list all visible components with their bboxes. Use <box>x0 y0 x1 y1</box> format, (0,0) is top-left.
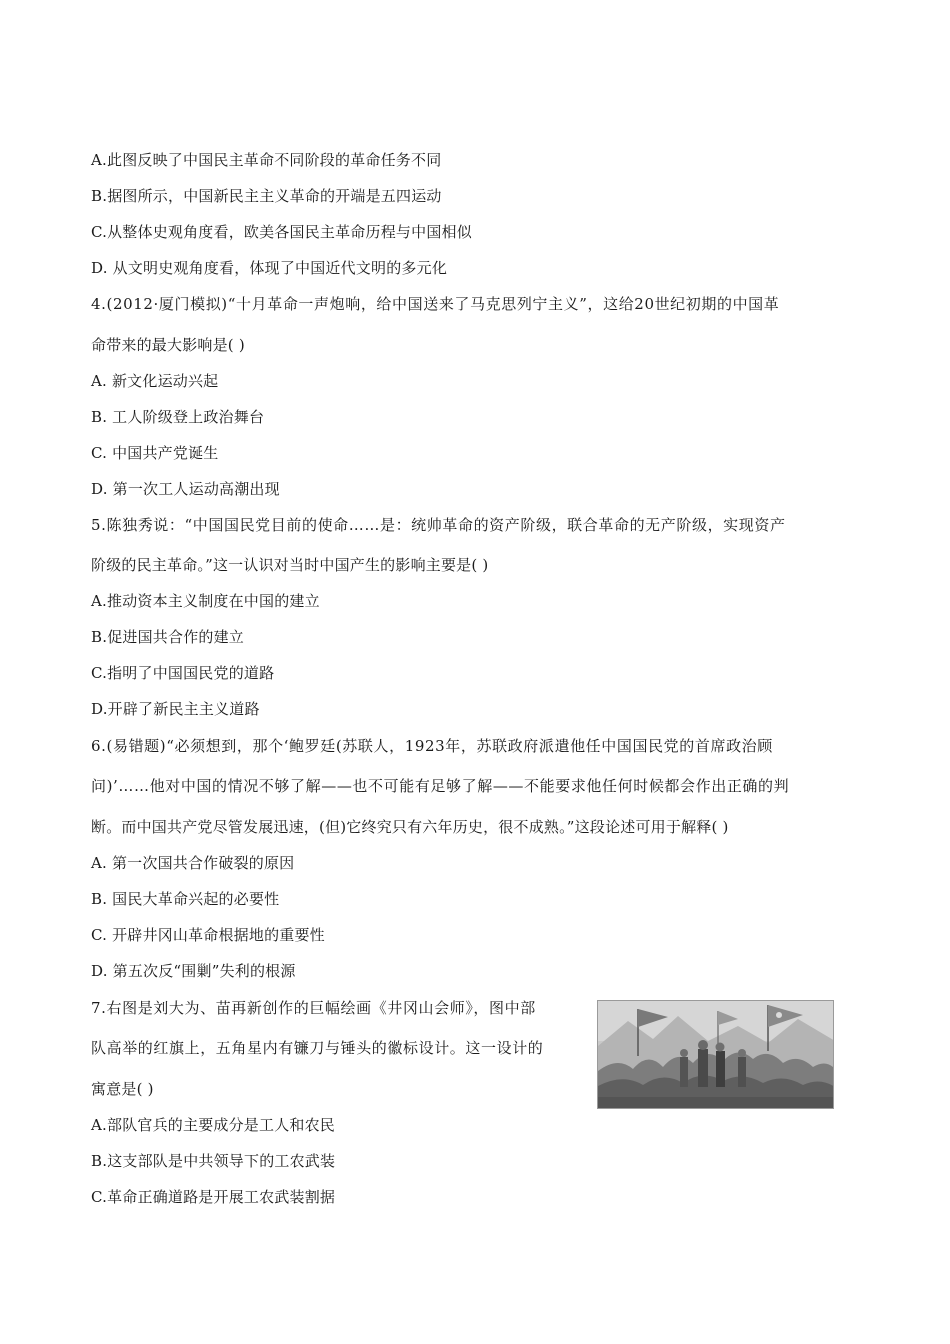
q5-stem-line2: 阶级的民主革命。”这一认识对当时中国产生的影响主要是( ) <box>91 556 489 574</box>
painting-illustration <box>598 1001 834 1109</box>
q7-option-c: C.革命正确道路是开展工农武装割据 <box>91 1188 336 1206</box>
q6-option-c: C. 开辟井冈山革命根据地的重要性 <box>91 926 325 944</box>
q7-option-b: B.这支部队是中共领导下的工农武装 <box>91 1152 336 1170</box>
q3-option-d: D. 从文明史观角度看，体现了中国近代文明的多元化 <box>91 259 448 277</box>
q4-option-c: C. 中国共产党诞生 <box>91 444 219 462</box>
q6-option-b: B. 国民大革命兴起的必要性 <box>91 890 280 908</box>
q6-stem-line2: 问)’……他对中国的情况不够了解——也不可能有足够了解——不能要求他任何时候都会作出正确的判 <box>91 777 790 795</box>
q5-option-c: C.指明了中国国民党的道路 <box>91 664 275 682</box>
q7-option-a: A.部队官兵的主要成分是工人和农民 <box>91 1116 336 1134</box>
q5-stem-line1: 5.陈独秀说：“中国国民党目前的使命……是：统帅革命的资产阶级，联合革命的无产阶级，实现资产 <box>91 516 786 534</box>
painting-figure <box>597 1000 834 1109</box>
q4-option-b: B. 工人阶级登上政治舞台 <box>91 408 265 426</box>
q7-stem-line3: 寓意是( ) <box>91 1080 154 1098</box>
q6-stem-line1: 6.(易错题)“必须想到，那个‘鲍罗廷(苏联人，1923年，苏联政府派遣他任中国国民党的首席政治顾 <box>91 737 773 755</box>
q6-stem-line3: 断。而中国共产党尽管发展迅速，(但)它终究只有六年历史，很不成熟。”这段论述可用于解释( ) <box>91 818 729 836</box>
q4-option-d: D. 第一次工人运动高潮出现 <box>91 480 280 498</box>
q4-option-a: A. 新文化运动兴起 <box>91 372 219 390</box>
q6-option-d: D. 第五次反“围剿”失利的根源 <box>91 962 296 980</box>
q6-option-a: A. 第一次国共合作破裂的原因 <box>91 854 295 872</box>
q7-stem-line2: 队高举的红旗上，五角星内有镰刀与锤头的徽标设计。这一设计的 <box>91 1039 544 1057</box>
q3-option-c: C.从整体史观角度看，欧美各国民主革命历程与中国相似 <box>91 223 472 241</box>
q3-option-b: B.据图所示，中国新民主主义革命的开端是五四运动 <box>91 187 442 205</box>
q7-stem-line1: 7.右图是刘大为、苗再新创作的巨幅绘画《井冈山会师》，图中部 <box>91 999 536 1017</box>
q5-option-a: A.推动资本主义制度在中国的建立 <box>91 592 320 610</box>
q4-stem-line1: 4.(2012·厦门模拟)“十月革命一声炮响，给中国送来了马克思列宁主义”，这给20世纪初期的中国革 <box>91 295 780 313</box>
q3-option-a: A.此图反映了中国民主革命不同阶段的革命任务不同 <box>91 151 442 169</box>
q5-option-d: D.开辟了新民主主义道路 <box>91 700 260 718</box>
q5-option-b: B.促进国共合作的建立 <box>91 628 244 646</box>
q4-stem-line2: 命带来的最大影响是( ) <box>91 336 245 354</box>
